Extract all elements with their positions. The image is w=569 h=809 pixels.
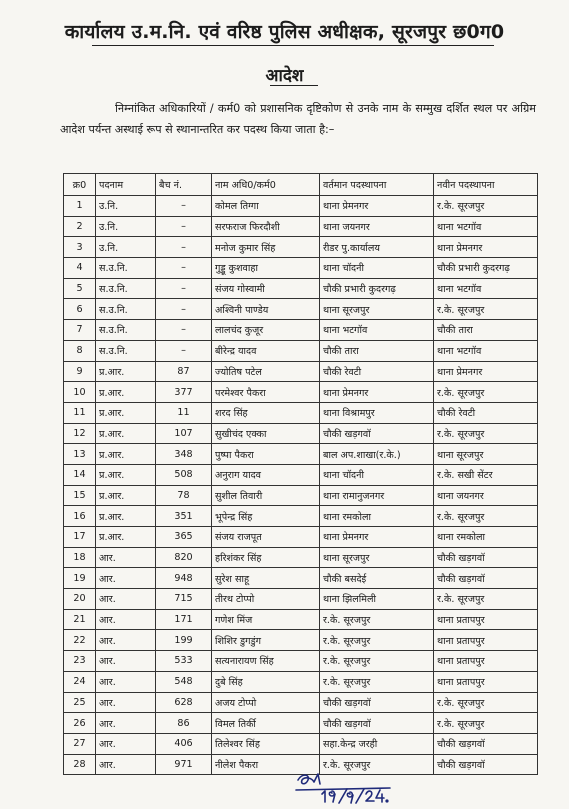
table-row [64,464,538,485]
table-row [64,733,538,754]
cell-batch: – [156,258,212,279]
table-row [64,527,538,548]
table-header [64,174,538,196]
cell-designation: प्र.आर. [96,402,156,423]
cell-batch: 948 [156,568,212,589]
cell-new-posting: थाना प्रेमनगर [434,237,538,258]
signature-digit-1a [322,791,325,802]
col-header-serial: क्र0 [64,174,96,196]
cell-designation: आर. [96,589,156,610]
cell-designation: आर. [96,713,156,734]
cell-batch: 171 [156,609,212,630]
cell-new-posting: चौकी रेवटी [434,402,538,423]
cell-new-posting: थाना सूरजपुर [434,444,538,465]
cell-new-posting: र.के. सूरजपुर [434,382,538,403]
cell-batch: – [156,278,212,299]
cell-current-posting: चौकी रेवटी [320,361,434,382]
table-row [64,547,538,568]
cell-serial: 9 [64,361,96,382]
cell-current-posting: सहा.केन्द्र जरही [320,733,434,754]
signature-underline [296,788,390,790]
cell-name: गणेश मिंज [212,609,320,630]
cell-current-posting: र.के. सूरजपुर [320,671,434,692]
table-row [64,568,538,589]
cell-designation: आर. [96,733,156,754]
table-row [64,340,538,361]
cell-batch: – [156,216,212,237]
cell-name: अनुराग यादव [212,464,320,485]
cell-designation: स.उ.नि. [96,278,156,299]
cell-designation: आर. [96,630,156,651]
table-row [64,196,538,217]
cell-serial: 11 [64,402,96,423]
cell-current-posting: थाना रामानुजनगर [320,485,434,506]
cell-batch: 348 [156,444,212,465]
cell-new-posting: थाना प्रतापपुर [434,651,538,672]
cell-current-posting: थाना झिलमिली [320,589,434,610]
cell-current-posting: रीडर पु.कार्यालय [320,237,434,258]
signature-digit-4 [376,790,384,802]
cell-serial: 4 [64,258,96,279]
cell-batch: 351 [156,506,212,527]
cell-new-posting: चौकी खड़गवॉ [434,547,538,568]
cell-serial: 27 [64,733,96,754]
cell-batch: 87 [156,361,212,382]
table-row [64,671,538,692]
cell-serial: 24 [64,671,96,692]
table-row [64,278,538,299]
cell-name: सरफराज फिरदौशी [212,216,320,237]
cell-new-posting: चौकी तारा [434,320,538,341]
cell-batch: 628 [156,692,212,713]
cell-new-posting: चौकी खड़गवॉ [434,568,538,589]
cell-batch: 107 [156,423,212,444]
cell-current-posting: र.के. सूरजपुर [320,754,434,775]
cell-designation: प्र.आर. [96,423,156,444]
table-row [64,382,538,403]
cell-serial: 5 [64,278,96,299]
cell-designation: स.उ.नि. [96,299,156,320]
cell-batch: – [156,299,212,320]
cell-designation: आर. [96,671,156,692]
cell-current-posting: चौकी बसदेई [320,568,434,589]
cell-current-posting: चौकी तारा [320,340,434,361]
table-row [64,258,538,279]
cell-new-posting: थाना भटगॉव [434,216,538,237]
cell-name: सुशील तिवारी [212,485,320,506]
cell-new-posting: थाना प्रतापपुर [434,671,538,692]
cell-serial: 21 [64,609,96,630]
cell-name: ज्योतिष पटेल [212,361,320,382]
cell-designation: प्र.आर. [96,485,156,506]
cell-current-posting: र.के. सूरजपुर [320,609,434,630]
cell-batch: 406 [156,733,212,754]
table-row [64,402,538,423]
cell-batch: 508 [156,464,212,485]
cell-batch: 86 [156,713,212,734]
cell-serial: 23 [64,651,96,672]
signature-digit-9b [347,792,353,803]
table-row [64,237,538,258]
cell-new-posting: र.के. सखी सेंटर [434,464,538,485]
cell-current-posting: चौकी खड़गवॉ [320,713,434,734]
cell-designation: प्र.आर. [96,527,156,548]
cell-serial: 15 [64,485,96,506]
cell-designation: स.उ.नि. [96,340,156,361]
cell-batch: 199 [156,630,212,651]
cell-name: नीलेश पैकरा [212,754,320,775]
order-title-underline [270,85,318,86]
cell-serial: 13 [64,444,96,465]
cell-batch: 365 [156,527,212,548]
table-row [64,609,538,630]
table-row [64,630,538,651]
cell-new-posting: थाना भटगॉव [434,340,538,361]
table-row [64,485,538,506]
cell-current-posting: थाना सूरजपुर [320,299,434,320]
cell-batch: – [156,340,212,361]
cell-batch: 820 [156,547,212,568]
cell-serial: 16 [64,506,96,527]
cell-new-posting: र.के. सूरजपुर [434,713,538,734]
cell-batch: 11 [156,402,212,423]
cell-designation: प्र.आर. [96,464,156,485]
cell-current-posting: चौकी खड़गवॉ [320,692,434,713]
cell-batch: 548 [156,671,212,692]
signature-dot [386,800,388,802]
cell-new-posting: र.के. सूरजपुर [434,196,538,217]
cell-new-posting: थाना रमकोला [434,527,538,548]
cell-batch: – [156,196,212,217]
cell-designation: आर. [96,547,156,568]
table-row [64,444,538,465]
cell-current-posting: थाना चॉदनी [320,258,434,279]
cell-batch: 533 [156,651,212,672]
cell-designation: स.उ.नि. [96,258,156,279]
cell-name: संजय गोस्वामी [212,278,320,299]
cell-current-posting: चौकी प्रभारी कुदरगढ़ [320,278,434,299]
cell-serial: 7 [64,320,96,341]
signature-scribble [298,774,320,784]
order-title: आदेश [265,66,304,86]
office-title: कार्यालय उ.म.नि. एवं वरिष्ठ पुलिस अधीक्षक, सूरजपुर छ0ग0 [64,21,505,43]
signature-date-mark [292,770,392,804]
cell-current-posting: थाना प्रेमनगर [320,527,434,548]
signature-strokes [296,774,390,803]
cell-serial: 10 [64,382,96,403]
signature-slash-1 [339,789,347,803]
intro-text: निम्नांकित अधिकारियों / कर्म0 को प्रशासनिक दृष्टिकोण से उनके नाम के सम्मुख दर्शित स्थल पर अग्रिम आदेश पर्यन्त अस्थाई रूप से स्थानान्तरित कर पदस्थ किया जाता है:– [60,102,536,136]
header-row [64,174,538,196]
cell-new-posting: चौकी प्रभारी कुदरगढ़ [434,258,538,279]
cell-serial: 22 [64,630,96,651]
table-row [64,361,538,382]
cell-name: कोमल तिग्गा [212,196,320,217]
cell-designation: आर. [96,609,156,630]
cell-name: सुरेश साहू [212,568,320,589]
cell-serial: 25 [64,692,96,713]
cell-designation: आर. [96,568,156,589]
cell-new-posting: र.के. सूरजपुर [434,423,538,444]
cell-name: सत्यनारायण सिंह [212,651,320,672]
cell-name: शरद सिंह [212,402,320,423]
cell-current-posting: थाना जयनगर [320,216,434,237]
cell-new-posting: थाना प्रतापपुर [434,630,538,651]
cell-current-posting: थाना भटगॉव [320,320,434,341]
cell-new-posting: चौकी खड़गवॉ [434,733,538,754]
cell-name: अजय टोप्पो [212,692,320,713]
cell-name: बीरेन्द्र यादव [212,340,320,361]
cell-new-posting: थाना जयनगर [434,485,538,506]
cell-name: अश्विनी पाण्डेय [212,299,320,320]
cell-designation: उ.नि. [96,196,156,217]
cell-current-posting: थाना प्रेमनगर [320,382,434,403]
cell-new-posting: र.के. सूरजपुर [434,589,538,610]
cell-current-posting: थाना प्रेमनगर [320,196,434,217]
cell-designation: प्र.आर. [96,506,156,527]
table-body [64,196,538,775]
cell-serial: 2 [64,216,96,237]
cell-designation: उ.नि. [96,237,156,258]
table-row [64,692,538,713]
cell-serial: 8 [64,340,96,361]
cell-name: तिलेश्वर सिंह [212,733,320,754]
col-header-new-posting: नवीन पदस्थापना [434,174,538,196]
table-row [64,423,538,444]
cell-name: भूपेन्द्र सिंह [212,506,320,527]
col-header-batch: बैच नं. [156,174,212,196]
title-underline [92,45,494,46]
signature-slash-2 [356,789,364,803]
cell-serial: 17 [64,527,96,548]
cell-serial: 20 [64,589,96,610]
signature-digit-2 [366,791,374,801]
intro-paragraph [60,98,536,140]
cell-designation: स.उ.नि. [96,320,156,341]
cell-current-posting: बाल अप.शाखा(र.के.) [320,444,434,465]
col-header-name: नाम अधि0/कर्म0 [212,174,320,196]
cell-new-posting: थाना प्रेमनगर [434,361,538,382]
cell-current-posting: चौकी खड़गवॉ [320,423,434,444]
col-header-designation: पदनाम [96,174,156,196]
cell-designation: आर. [96,651,156,672]
cell-current-posting: र.के. सूरजपुर [320,651,434,672]
cell-name: पुष्पा पैकरा [212,444,320,465]
cell-designation: उ.नि. [96,216,156,237]
cell-designation: प्र.आर. [96,444,156,465]
cell-current-posting: थाना चॉदनी [320,464,434,485]
table-row [64,589,538,610]
cell-serial: 28 [64,754,96,775]
table-row [64,299,538,320]
cell-new-posting: थाना भटगॉव [434,278,538,299]
cell-serial: 1 [64,196,96,217]
signature-digit-9a [329,791,335,802]
cell-current-posting: थाना सूरजपुर [320,547,434,568]
cell-serial: 26 [64,713,96,734]
cell-batch: 78 [156,485,212,506]
cell-serial: 19 [64,568,96,589]
cell-serial: 6 [64,299,96,320]
cell-current-posting: थाना विश्रामपुर [320,402,434,423]
cell-name: शिशिर डुगडुंग [212,630,320,651]
cell-designation: आर. [96,754,156,775]
cell-new-posting: र.के. सूरजपुर [434,299,538,320]
cell-new-posting: र.के. सूरजपुर [434,692,538,713]
cell-batch: – [156,237,212,258]
cell-name: लालचंद कुजूर [212,320,320,341]
cell-designation: प्र.आर. [96,361,156,382]
cell-serial: 14 [64,464,96,485]
cell-serial: 3 [64,237,96,258]
cell-new-posting: र.के. सूरजपुर [434,506,538,527]
transfer-table [63,173,538,775]
cell-batch: 971 [156,754,212,775]
cell-name: दुबे सिंह [212,671,320,692]
cell-new-posting: चौकी खड़गवॉ [434,754,538,775]
cell-name: सुखीचंद एक्का [212,423,320,444]
cell-serial: 12 [64,423,96,444]
cell-name: संजय राजपूत [212,527,320,548]
cell-designation: प्र.आर. [96,382,156,403]
cell-batch: 715 [156,589,212,610]
table-row [64,713,538,734]
cell-name: गुड्डू कुशवाहा [212,258,320,279]
table-row [64,320,538,341]
col-header-current-posting: वर्तमान पदस्थापना [320,174,434,196]
cell-name: तीरथ टोप्पो [212,589,320,610]
cell-new-posting: थाना प्रतापपुर [434,609,538,630]
cell-serial: 18 [64,547,96,568]
cell-batch: – [156,320,212,341]
cell-name: विमल तिर्की [212,713,320,734]
cell-name: हरिशंकर सिंह [212,547,320,568]
cell-current-posting: थाना रमकोला [320,506,434,527]
cell-name: मनोज कुमार सिंह [212,237,320,258]
cell-designation: आर. [96,692,156,713]
table-row [64,651,538,672]
cell-name: परमेश्वर पैकरा [212,382,320,403]
cell-batch: 377 [156,382,212,403]
cell-current-posting: र.के. सूरजपुर [320,630,434,651]
table-row [64,506,538,527]
table-row [64,216,538,237]
